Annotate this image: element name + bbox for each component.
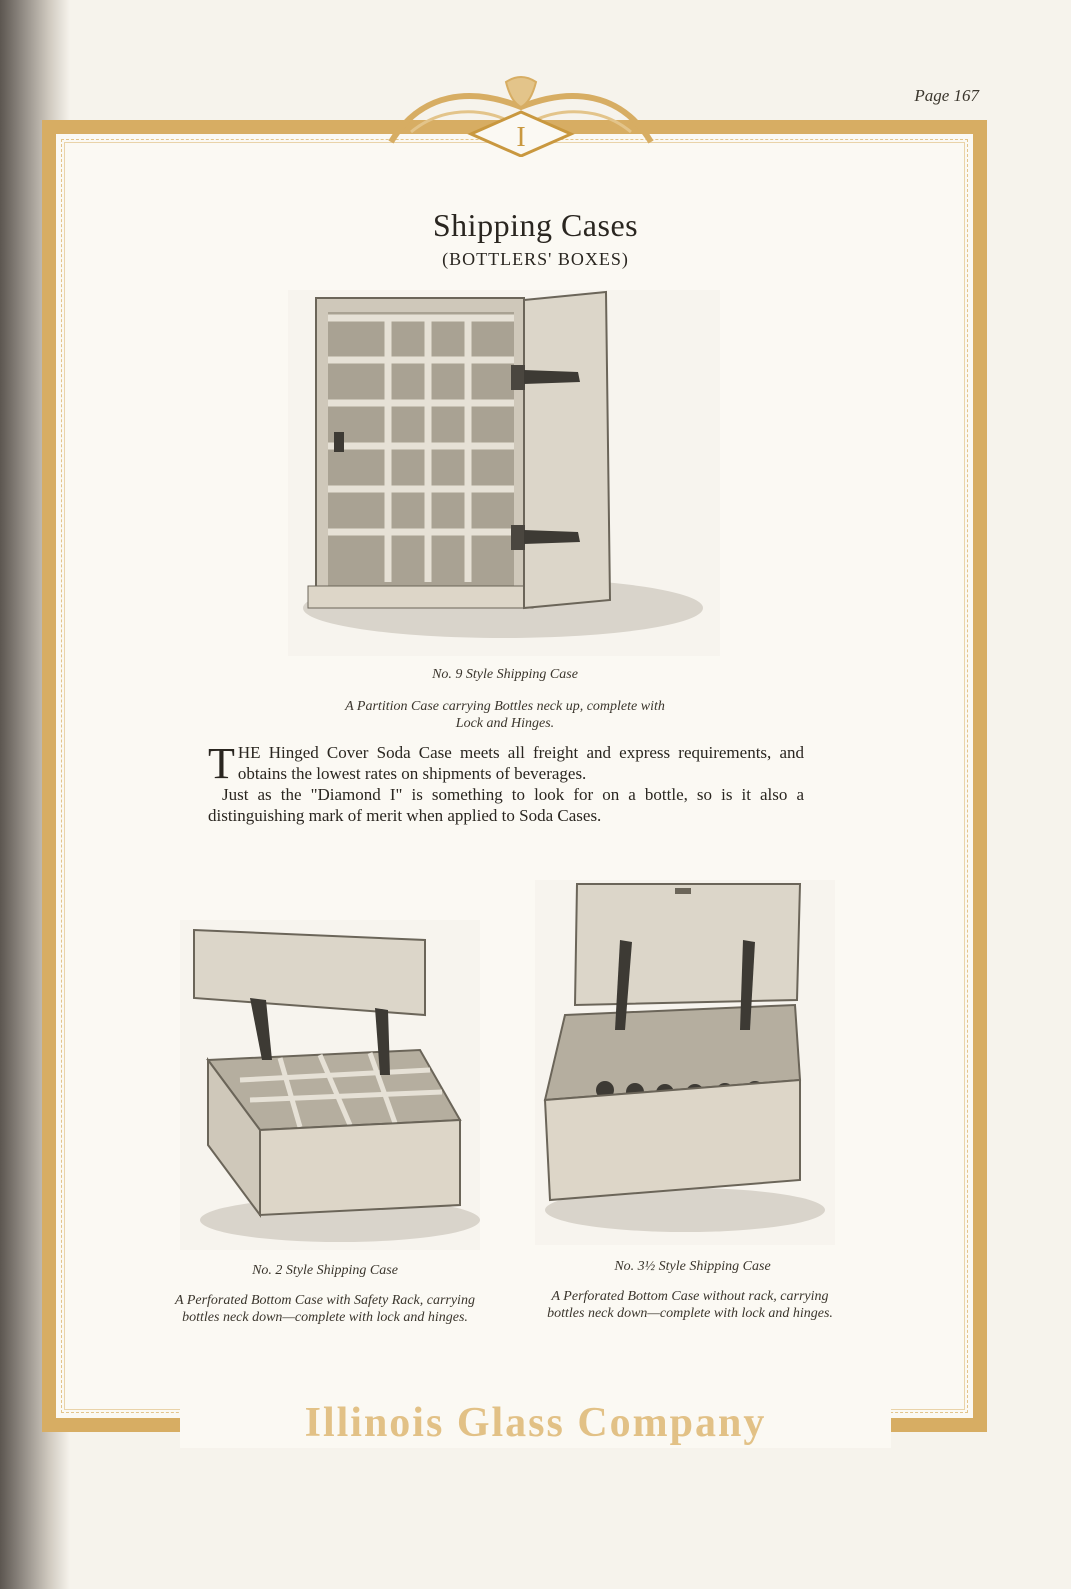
caption-no3-half-body: A Perforated Bottom Case without rack, carrying bottles neck down—complete with lock and hinges. xyxy=(547,1289,833,1321)
body-text xyxy=(208,739,804,826)
page-subtitle: (BOTTLERS' BOXES) xyxy=(442,249,629,269)
body-paragraph-1-text: HE Hinged Cover Soda Case meets all freight and express requirements, and obtains the lowest rates on shipments of beverages. xyxy=(237,743,804,783)
photo-no2-shipping-case xyxy=(180,920,480,1250)
body-paragraph-1 xyxy=(208,739,804,788)
page-number: Page 167 xyxy=(914,86,979,105)
photo-no9-shipping-case xyxy=(288,290,720,656)
footer-company-name: Illinois Glass Company xyxy=(180,1398,891,1448)
caption-no9-body: A Partition Case carrying Bottles neck up, complete with Lock and Hinges. xyxy=(345,699,665,731)
caption-no2-body: A Perforated Bottom Case with Safety Rack, carrying bottles neck down—complete with lock and hinges. xyxy=(175,1293,475,1325)
page-title: Shipping Cases xyxy=(432,207,639,243)
drop-cap: T xyxy=(208,739,235,788)
body-paragraph-2: Just as the "Diamond I" is something to look for on a bottle, so is it also a distinguishing mark of merit when applied to Soda Cases. xyxy=(208,785,804,825)
caption-no2-title: No. 2 Style Shipping Case xyxy=(252,1263,398,1278)
caption-no9-title: No. 9 Style Shipping Case xyxy=(432,667,578,682)
caption-no3-half-title: No. 3½ Style Shipping Case xyxy=(614,1259,771,1274)
photo-no3-half-shipping-case xyxy=(535,880,835,1245)
emblem-letter: I xyxy=(516,122,526,153)
diamond-emblem-crest xyxy=(381,72,661,157)
